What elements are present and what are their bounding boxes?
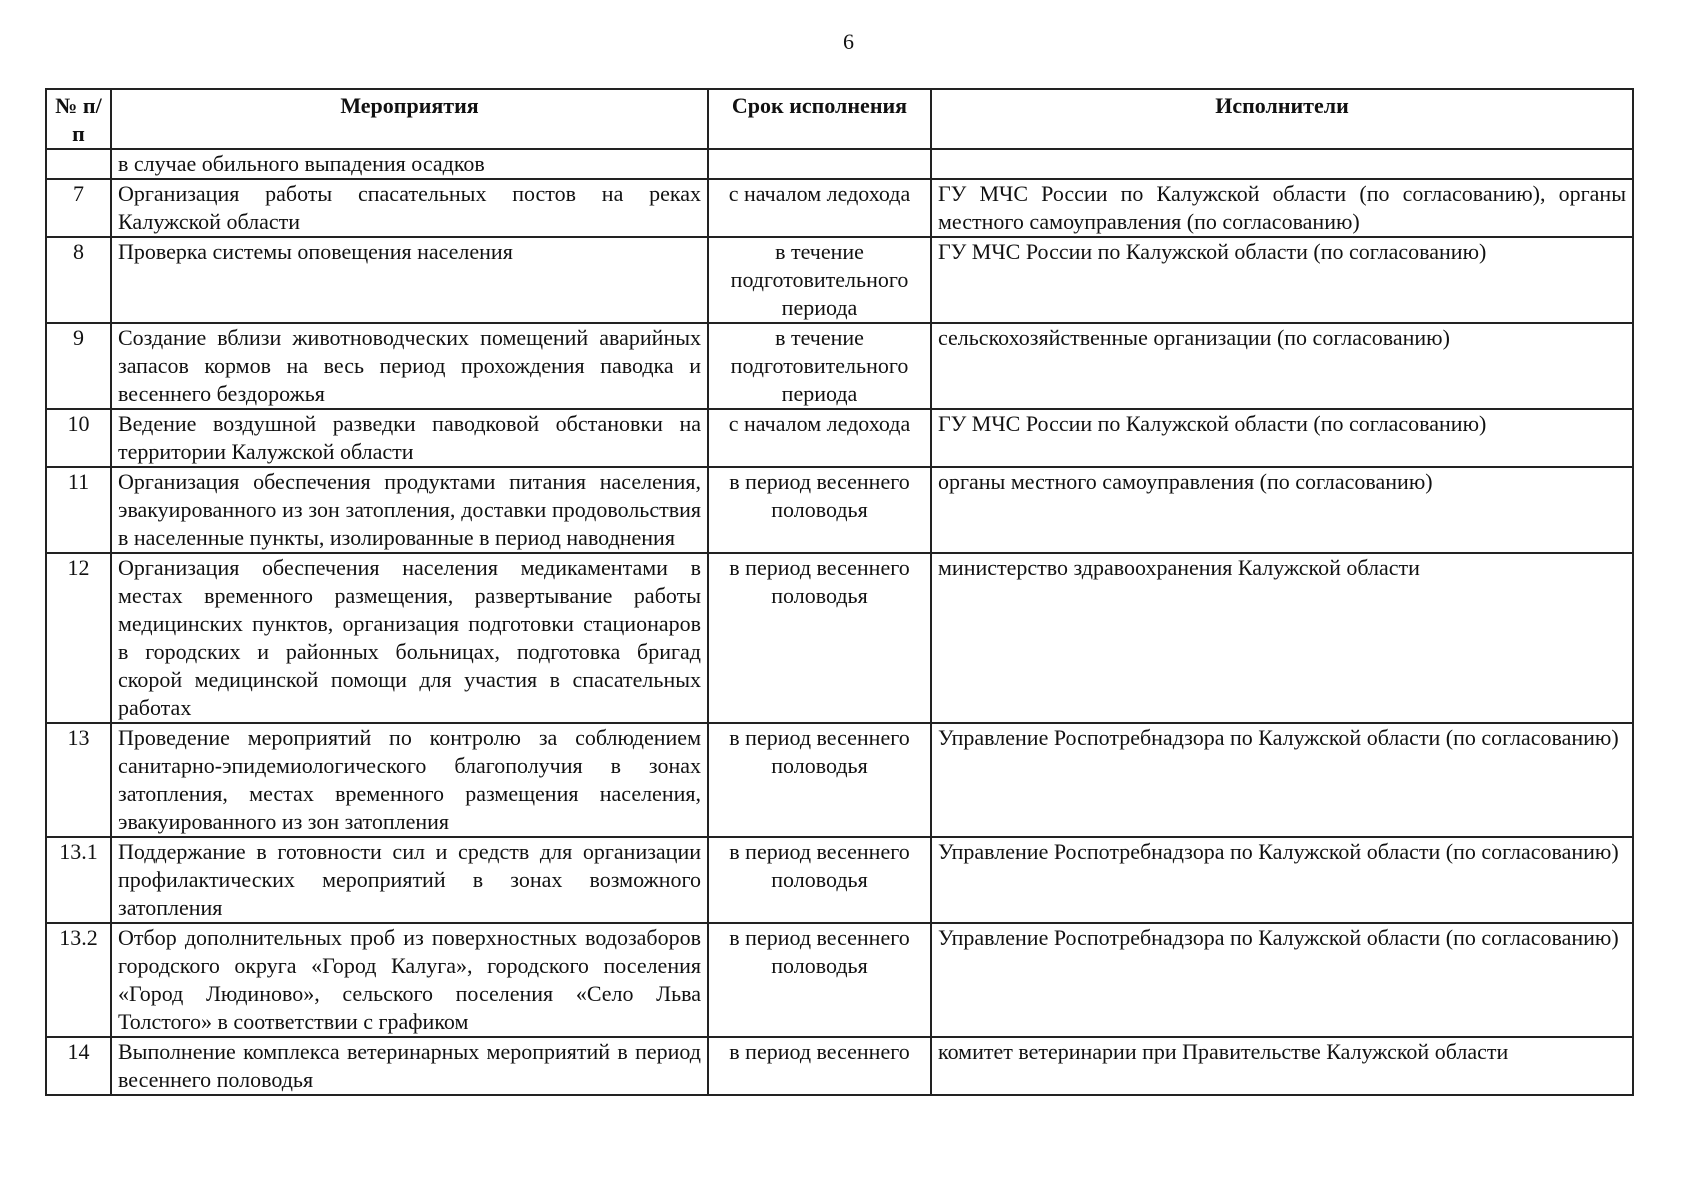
header-executors: Исполнители [931,89,1633,149]
table-row [46,179,1633,237]
row-term: в течение подготовительного периода [708,323,931,409]
row-term: с началом ледохода [708,409,931,467]
row-activity: Поддержание в готовности сил и средств для организации профилактических мероприятий в зонах возможного затопления [111,837,708,923]
row-executors: комитет ветеринарии при Правительстве Калужской области [931,1037,1633,1095]
table-row [46,837,1633,923]
row-term [708,149,931,179]
row-number: 13 [46,723,111,837]
header-num: № п/п [46,89,111,149]
row-term: в период весеннего половодья [708,923,931,1037]
row-number [46,149,111,179]
row-activity: Выполнение комплекса ветеринарных мероприятий в период весеннего половодья [111,1037,708,1095]
row-executors: органы местного самоуправления (по согласованию) [931,467,1633,553]
row-number: 11 [46,467,111,553]
table-row [46,323,1633,409]
row-number: 13.1 [46,837,111,923]
row-activity: Ведение воздушной разведки паводковой обстановки на территории Калужской области [111,409,708,467]
row-term: в период весеннего половодья [708,837,931,923]
table-row [46,409,1633,467]
row-term: в период весеннего половодья [708,467,931,553]
row-activity: Проведение мероприятий по контролю за соблюдением санитарно-эпидемиологического благополучия в зонах затопления, местах временного размещения населения, эвакуированного из зон затопления [111,723,708,837]
header-term: Срок исполнения [708,89,931,149]
header-activity: Мероприятия [111,89,708,149]
table-row [46,553,1633,723]
row-term: в период весеннего половодья [708,723,931,837]
row-executors: Управление Роспотребнадзора по Калужской области (по согласованию) [931,723,1633,837]
measures-table [45,88,1634,1096]
row-executors: ГУ МЧС России по Калужской области (по согласованию), органы местного самоуправления (по согласованию) [931,179,1633,237]
page-number: 6 [843,29,854,54]
table-row [46,149,1633,179]
table-row [46,723,1633,837]
row-number: 13.2 [46,923,111,1037]
row-executors: ГУ МЧС России по Калужской области (по согласованию) [931,409,1633,467]
row-executors: ГУ МЧС России по Калужской области (по согласованию) [931,237,1633,323]
row-activity: в случае обильного выпадения осадков [111,149,708,179]
row-term: в период весеннего половодья [708,553,931,723]
row-activity: Создание вблизи животноводческих помещений аварийных запасов кормов на весь период прохождения паводка и весеннего бездорожья [111,323,708,409]
row-term: в течение подготовительного периода [708,237,931,323]
row-number: 9 [46,323,111,409]
row-executors: сельскохозяйственные организации (по согласованию) [931,323,1633,409]
table-row [46,467,1633,553]
table-body [46,149,1633,1095]
row-activity: Отбор дополнительных проб из поверхностных водозаборов городского округа «Город Калуга», городского поселения «Город Людиново», сельского поселения «Село Льва Толстого» в соответствии с графиком [111,923,708,1037]
row-executors: министерство здравоохранения Калужской области [931,553,1633,723]
row-term: в период весеннего [708,1037,931,1095]
row-activity: Организация обеспечения населения медикаментами в местах временного размещения, развертывание работы медицинских пунктов, организация подготовки стационаров в городских и районных больницах, подготовка бригад скорой медицинской помощи для участия в спасательных работах [111,553,708,723]
table-row [46,923,1633,1037]
table-row [46,237,1633,323]
row-number: 14 [46,1037,111,1095]
table-row [46,1037,1633,1095]
table-header [46,89,1633,149]
row-executors: Управление Роспотребнадзора по Калужской области (по согласованию) [931,923,1633,1037]
row-executors [931,149,1633,179]
row-activity: Проверка системы оповещения населения [111,237,708,323]
row-executors: Управление Роспотребнадзора по Калужской области (по согласованию) [931,837,1633,923]
row-number: 7 [46,179,111,237]
row-activity: Организация обеспечения продуктами питания населения, эвакуированного из зон затопления, доставки продовольствия в населенные пункты, изолированные в период наводнения [111,467,708,553]
row-number: 10 [46,409,111,467]
row-number: 12 [46,553,111,723]
row-activity: Организация работы спасательных постов на реках Калужской области [111,179,708,237]
row-term: с началом ледохода [708,179,931,237]
row-number: 8 [46,237,111,323]
